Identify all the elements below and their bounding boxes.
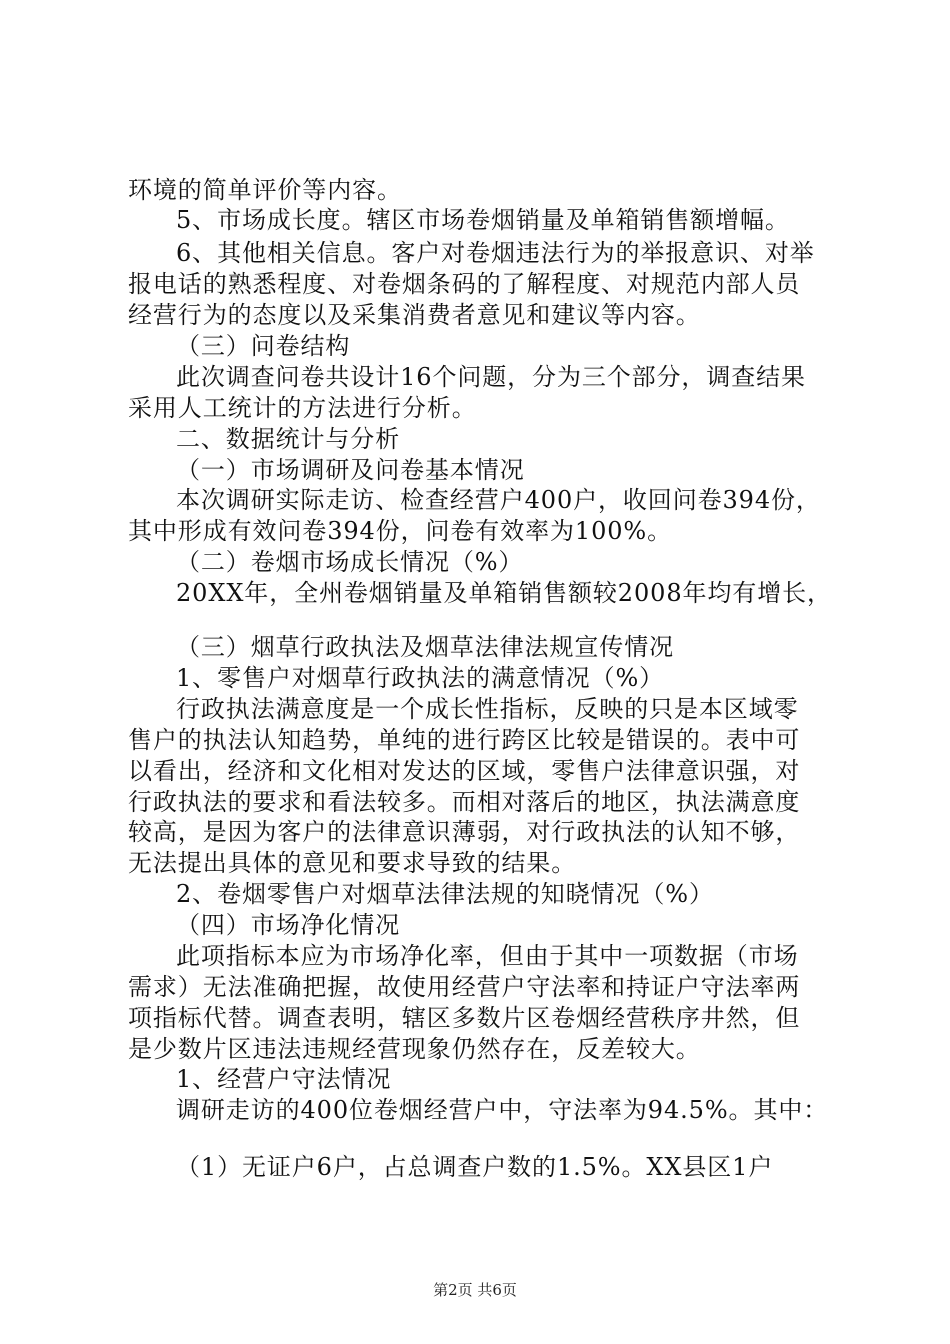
body-line: 售户的执法认知趋势，单纯的进行跨区比较是错误的。表中可 bbox=[128, 726, 801, 754]
section-heading: （三）烟草行政执法及烟草法律法规宣传情况 bbox=[176, 633, 674, 661]
body-line: 需求）无法准确把握，故使用经营户守法率和持证户守法率两 bbox=[128, 973, 801, 1001]
body-line: 6、其他相关信息。客户对卷烟违法行为的举报意识、对举 bbox=[176, 239, 815, 267]
section-heading: （二）卷烟市场成长情况（%） bbox=[176, 548, 524, 576]
body-line: 本次调研实际走访、检查经营户400户，收回问卷394份， bbox=[176, 486, 821, 514]
section-heading: （三）问卷结构 bbox=[176, 332, 351, 360]
body-line: 其中形成有效问卷394份，问卷有效率为100%。 bbox=[128, 517, 673, 545]
section-heading: 2、卷烟零售户对烟草法律法规的知晓情况（%） bbox=[176, 880, 714, 908]
section-heading: 1、经营户守法情况 bbox=[176, 1065, 392, 1093]
body-line: 报电话的熟悉程度、对卷烟条码的了解程度、对规范内部人员 bbox=[128, 270, 801, 298]
section-heading: 二、数据统计与分析 bbox=[176, 425, 401, 453]
body-line: 调研走访的400位卷烟经营户中，守法率为94.5%。其中： bbox=[176, 1096, 829, 1124]
page-footer: 第2页 共6页 bbox=[433, 1281, 517, 1299]
body-line: 此次调查问卷共设计16个问题，分为三个部分，调查结果 bbox=[176, 363, 806, 391]
body-line: 此项指标本应为市场净化率，但由于其中一项数据（市场 bbox=[176, 942, 799, 970]
body-line: 20XX年，全州卷烟销量及单箱销售额较2008年均有增长， bbox=[176, 579, 832, 607]
body-line: 以看出，经济和文化相对发达的区域，零售户法律意识强，对 bbox=[128, 757, 801, 785]
body-line: 较高，是因为客户的法律意识薄弱，对行政执法的认知不够， bbox=[128, 818, 801, 846]
body-line: 经营行为的态度以及采集消费者意见和建议等内容。 bbox=[128, 301, 701, 329]
body-line: 项指标代替。调查表明，辖区多数片区卷烟经营秩序井然，但 bbox=[128, 1004, 801, 1032]
section-heading: 1、零售户对烟草行政执法的满意情况（%） bbox=[176, 664, 665, 692]
body-line: 无法提出具体的意见和要求导致的结果。 bbox=[128, 849, 577, 877]
body-line: 采用人工统计的方法进行分析。 bbox=[128, 394, 477, 422]
section-heading: （一）市场调研及问卷基本情况 bbox=[176, 456, 525, 484]
body-line: 行政执法的要求和看法较多。而相对落后的地区，执法满意度 bbox=[128, 788, 801, 816]
body-line: 是少数片区违法违规经营现象仍然存在，反差较大。 bbox=[128, 1035, 701, 1063]
section-heading: （四）市场净化情况 bbox=[176, 911, 401, 939]
body-line: 5、市场成长度。辖区市场卷烟销量及单箱销售额增幅。 bbox=[176, 206, 790, 234]
body-line: 环境的简单评价等内容。 bbox=[128, 176, 402, 204]
body-line: 行政执法满意度是一个成长性指标，反映的只是本区域零 bbox=[176, 695, 799, 723]
body-line: （1）无证户6户，占总调查户数的1.5%。XX县区1户 bbox=[176, 1153, 774, 1181]
